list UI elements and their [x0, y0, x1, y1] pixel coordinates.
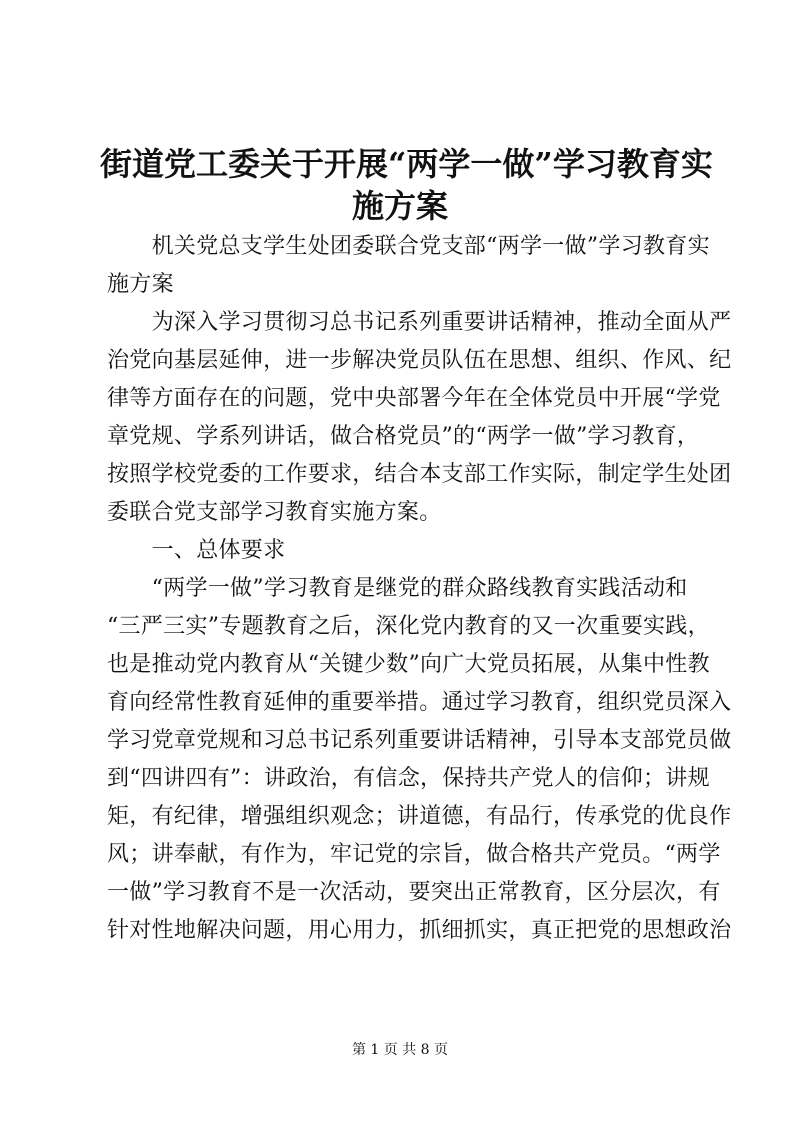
body-line: 到“四讲四有”：讲政治，有信念，保持共产党人的信仰；讲规: [107, 766, 710, 791]
body-line: 按照学校党委的工作要求，结合本支部工作实际，制定学生处团: [107, 462, 732, 487]
body-line: 律等方面存在的问题，党中央部署今年在全体党员中开展“学党: [107, 386, 721, 411]
body-line: 章党规、学系列讲话，做合格党员”的“两学一做”学习教育，: [107, 424, 700, 449]
body-line: 矩，有纪律，增强组织观念；讲道德，有品行，传承党的优良作: [107, 804, 732, 829]
body-line: 为深入学习贯彻习总书记系列重要讲话精神，推动全面从严: [107, 310, 732, 335]
body-line: “两学一做”学习教育是继党的群众路线教育实践活动和: [107, 576, 688, 601]
document-title-line-1: 街道党工委关于开展“两学一做”学习教育实: [100, 145, 713, 183]
body-line: 也是推动党内教育从“关键少数”向广大党员拓展，从集中性教: [107, 652, 710, 677]
body-line: 育向经常性教育延伸的重要举措。通过学习教育，组织党员深入: [107, 690, 732, 715]
document-title-line-2: 施方案: [351, 187, 448, 225]
body-line: “三严三实”专题教育之后，深化党内教育的又一次重要实践，: [107, 614, 710, 639]
body-line: 施方案: [107, 272, 174, 297]
body-line: 学习党章党规和习总书记系列重要讲话精神，引导本支部党员做: [107, 728, 732, 753]
body-line: 一做”学习教育不是一次活动，要突出正常教育，区分层次，有: [107, 880, 721, 905]
body-line: 风；讲奉献，有作为，牢记党的宗旨，做合格共产党员。“两学: [107, 842, 721, 867]
body-line: 机关党总支学生处团委联合党支部“两学一做”学习教育实: [107, 234, 710, 259]
body-line: 针对性地解决问题，用心用力，抓细抓实，真正把党的思想政治: [107, 918, 732, 943]
body-line: 委联合党支部学习教育实施方案。: [107, 500, 442, 525]
body-line: 治党向基层延伸，进一步解决党员队伍在思想、组织、作风、纪: [107, 348, 732, 373]
page-footer: 第 1 页 共 8 页: [351, 1042, 449, 1058]
section-heading: 一、总体要求: [107, 538, 286, 563]
